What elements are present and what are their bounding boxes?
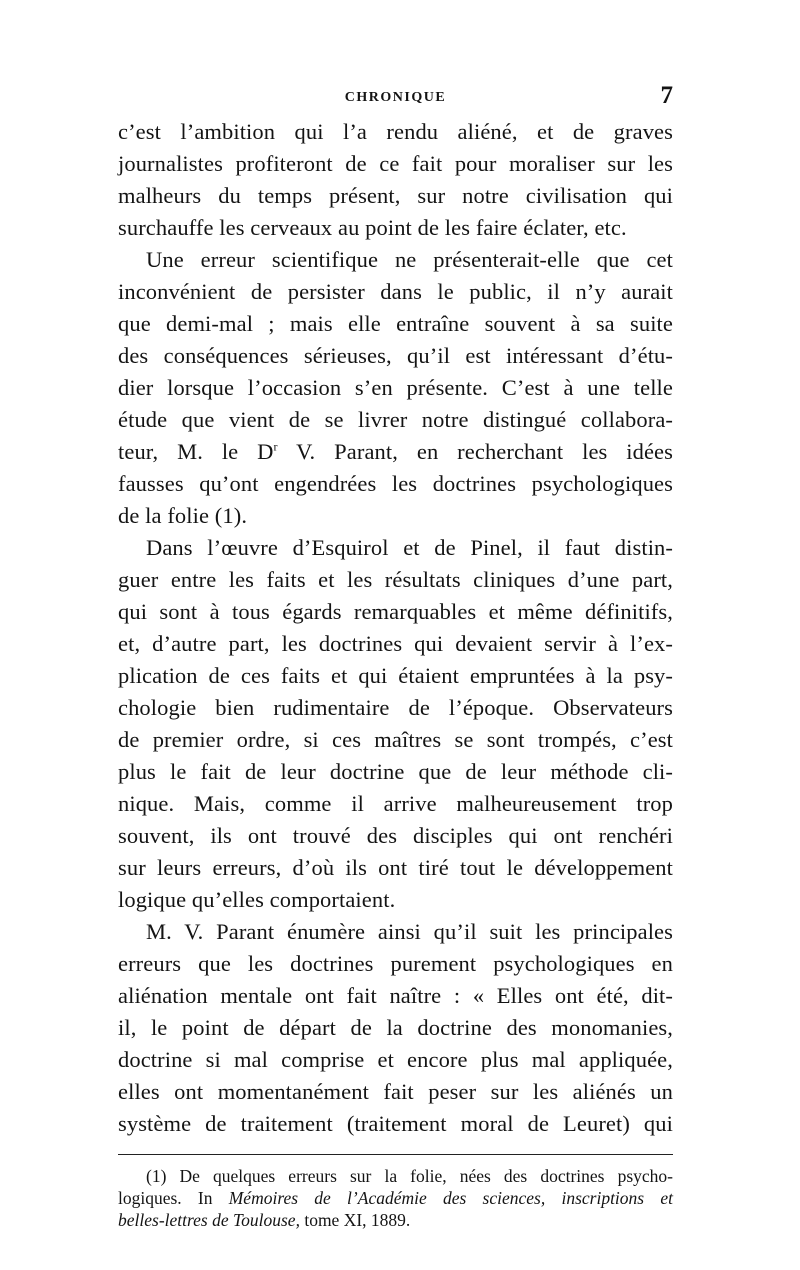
text-line: elles ont momentanément fait peser sur les aliénés un (118, 1079, 673, 1104)
text-line: nique. Mais, comme il arrive malheureusement trop (118, 791, 673, 816)
text-line: c’est l’ambition qui l’a rendu aliéné, et de graves (118, 119, 673, 144)
text-line: Dans l’œuvre d’Esquirol et de Pinel, il faut distin- (146, 535, 673, 560)
text-line: M. V. Parant énumère ainsi qu’il suit les principales (146, 919, 673, 944)
text-line: plication de ces faits et qui étaient empruntées à la psy- (118, 663, 673, 688)
text-line: guer entre les faits et les résultats cliniques d’une part, (118, 567, 673, 592)
footnote-line (118, 1209, 673, 1231)
page-number: 7 (660, 82, 673, 109)
text-segment-italic: Mémoires de l’Académie des sciences, inscriptions et (228, 1188, 673, 1208)
text-line: logique qu’elles comportaient. (118, 887, 396, 912)
text-segment: teur, M. le D (118, 439, 274, 464)
text-segment: logiques. In (118, 1188, 229, 1208)
text-line: dier lorsque l’occasion s’en présente. C’est à une telle (118, 375, 673, 400)
text-line: aliénation mentale ont fait naître : « Elles ont été, dit- (118, 983, 673, 1008)
text-line: journalistes profiteront de ce fait pour moraliser sur les (118, 151, 673, 176)
body-text (118, 116, 673, 1140)
text-line: plus le fait de leur doctrine que de leur méthode cli- (118, 759, 673, 784)
text-line: étude que vient de se livrer notre distingué collabora- (118, 407, 673, 432)
superscript: r (273, 439, 278, 454)
text-line (118, 436, 673, 468)
text-line: surchauffe les cerveaux au point de les faire éclater, etc. (118, 215, 627, 240)
page-header (118, 82, 673, 116)
text-line: souvent, ils ont trouvé des disciples qui ont renchéri (118, 823, 673, 848)
text-line: Une erreur scientifique ne présenterait-elle que cet (146, 247, 673, 272)
footnote (118, 1165, 673, 1231)
text-line: de la folie (1). (118, 503, 248, 528)
text-line: fausses qu’ont engendrées les doctrines psychologiques (118, 471, 673, 496)
text-segment: tome XI, 1889. (299, 1210, 411, 1230)
text-line: erreurs que les doctrines purement psychologiques en (118, 951, 673, 976)
text-line: sur leurs erreurs, d’où ils ont tiré tout le développement (118, 855, 673, 880)
footnote-rule (118, 1154, 673, 1155)
text-line: doctrine si mal comprise et encore plus mal appliquée, (118, 1047, 673, 1072)
text-line: il, le point de départ de la doctrine des monomanies, (118, 1015, 673, 1040)
text-line: chologie bien rudimentaire de l’époque. Observateurs (118, 695, 673, 720)
text-line: des conséquences sérieuses, qu’il est intéressant d’étu- (118, 343, 673, 368)
footnote-line: (1) De quelques erreurs sur la folie, nées des doctrines psycho- (146, 1166, 673, 1186)
text-line: que demi-mal ; mais elle entraîne souvent à sa suite (118, 311, 673, 336)
text-line: de premier ordre, si ces maîtres se sont trompés, c’est (118, 727, 673, 752)
footnote-line (118, 1187, 673, 1209)
book-page (118, 82, 673, 1231)
text-line: et, d’autre part, les doctrines qui devaient servir à l’ex- (118, 631, 673, 656)
text-line: inconvénient de persister dans le public, il n’y aurait (118, 279, 673, 304)
running-head: CHRONIQUE (344, 90, 447, 105)
text-line: système de traitement (traitement moral de Leuret) qui (118, 1111, 673, 1136)
text-segment-italic: belles-lettres de Toulouse, (118, 1210, 300, 1230)
text-line: malheurs du temps présent, sur notre civilisation qui (118, 183, 673, 208)
text-line: qui sont à tous égards remarquables et même définitifs, (118, 599, 673, 624)
text-segment: V. Parant, en recherchant les idées (277, 439, 674, 464)
